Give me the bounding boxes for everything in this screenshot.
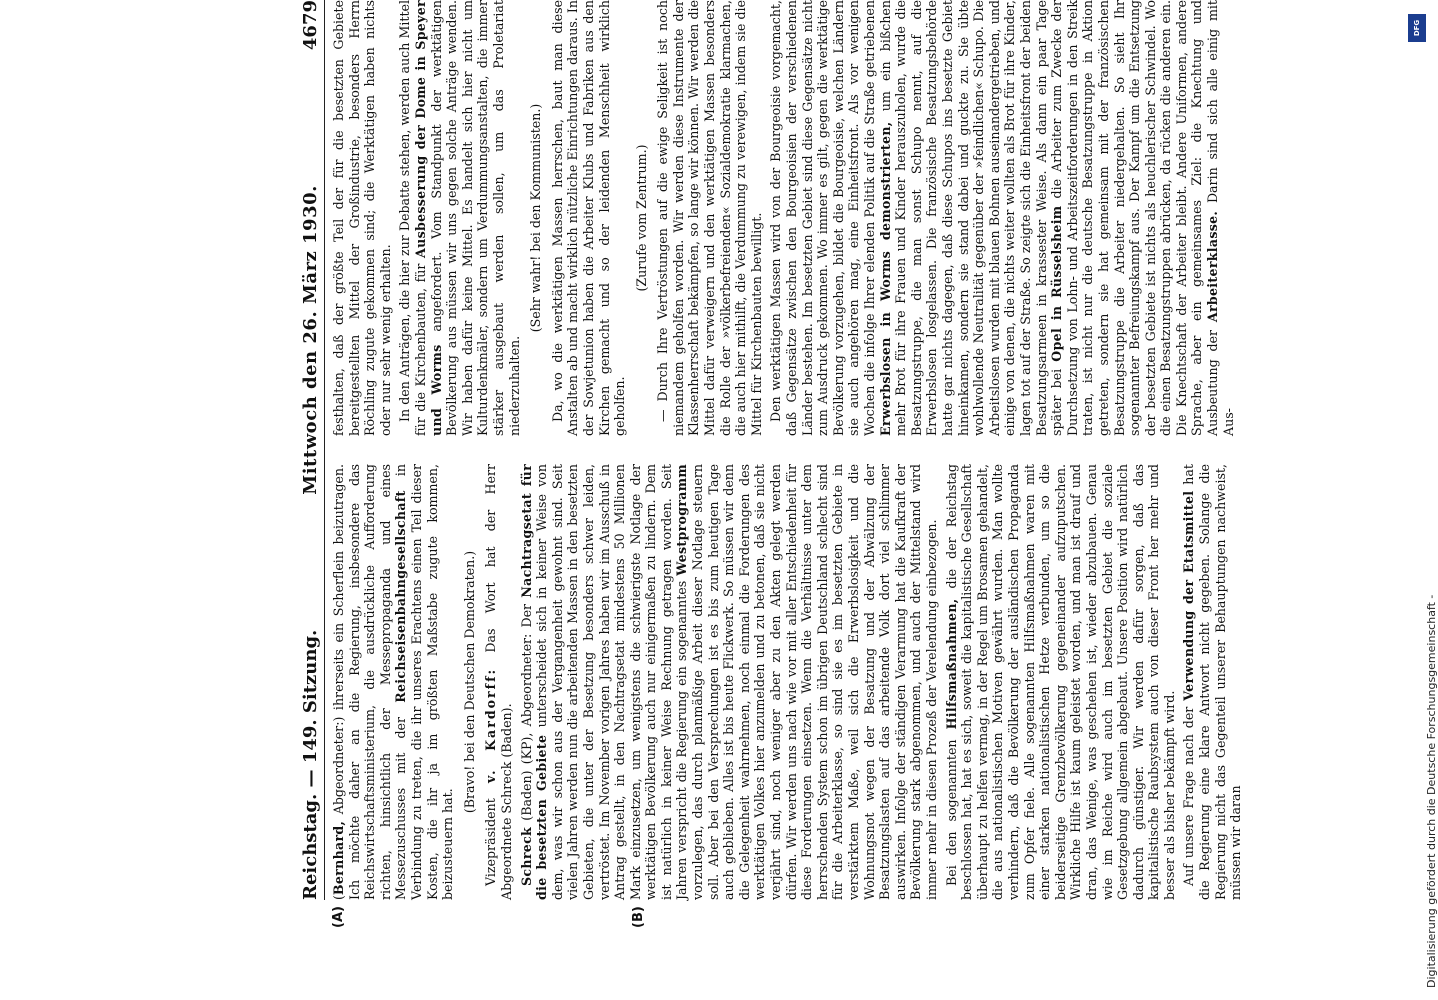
paragraph: [768, 0, 1236, 436]
dfg-logo-text: DFG: [1413, 19, 1421, 37]
paragraph-text: Das Wort hat der Herr Abgeordnete Schreck (Baden).: [483, 464, 514, 900]
emphasis: Westprogramm: [674, 464, 690, 576]
paragraph: [519, 464, 940, 900]
paragraph-text: hat die Regierung eine klare Antwort nicht gegeben. Solange die Regierung nicht das Gegenteil unserer Behauptungen nachweist, müssen wir daran: [1181, 464, 1244, 900]
emphasis: Hilfsmaßnahmen,: [943, 598, 959, 730]
paragraph-text: In den Anträgen, die hier zur Debatte stehen, werden auch Mittel für die Kirchenbauten, für: [397, 0, 428, 436]
left-column: [331, 463, 1248, 928]
paragraph: — Durch Ihre Vertröstungen auf die ewige Seligkeit ist noch niemandem geholfen worden. Wir werden diese Instrumente der Klassenherrschaft bekämpfen, so lange wir können. Wir werden die Mittel dafür verweigern und den werktätigen Massen besonders die Rolle der »völkerbefreienden« Sozialdemokratie klarmachen, die auch hier mithilft, die Verdummung zu verewigen, indem sie die Mittel für Kirchenbauten bewilligt.: [655, 0, 764, 436]
chair-name: v. Kardorff:: [483, 667, 499, 783]
emphasis: Ausbesserung der Dome in Speyer und Worms: [412, 0, 444, 436]
applause-note: (Bravo! bei den Deutschen Demokraten.): [461, 550, 477, 814]
emphasis: Opel in Rüsselsheim: [1049, 205, 1065, 362]
paragraph: [1181, 464, 1243, 900]
dfg-logo: [1408, 14, 1426, 42]
scanned-page: [297, 0, 1244, 928]
paragraph-text: angefordert. Vom Standpunkt der werktätigen Bevölkerung aus müssen wir uns gegen solche Anträge wenden. Wir haben dafür keine Mittel. Es handelt sich hier nicht um Kulturdenkmäler, sondern um Verdummungsanstalten, die immer stärker ausgebaut werden sollen, um das Proletariat niederzuhalten.: [428, 0, 522, 436]
speaker-role: Abgeordneter:: [331, 721, 346, 815]
paragraph-text: Darin sind sich alle einig mit Aus-: [1205, 0, 1236, 436]
emphasis: Arbeiterklasse.: [1205, 210, 1221, 323]
paragraph: [397, 0, 522, 436]
paragraph-text: Den werktätigen Massen wird von der Bourgeoisie vorgemacht, daß Gegensätze zwischen den Bourgeoisien der verschiedenen Länder bestehen. Im besetzten Gebiet sind diese Gegensätze nicht zum Ausdruck gekommen. Wo immer es gilt, gegen die werktätige Bevölkerung vorzugehen, bildet die Bourgeoisie, welchen Ländern sie auch angehören mag, eine Einheitsfront. Als vor wenigen Wochen die infolge Ihrer elenden Politik auf die Straße getriebenen: [768, 0, 877, 436]
attribution-text: Digitalisierung gefördert durch die Deutsche Forschungsgemeinschaft -: [1425, 594, 1438, 988]
paragraph-text: unterscheidet sich in keiner Weise von dem, was wir schon aus der Vergangenheit gewohnt sind. Seit vielen Jahren werden nun die arbeitenden Massen in den besetzten Gebieten, die unter der Besetzung besonders schwer leiden, vertröstet. Im November vorigen Jahres haben wir im Ausschuß in Antrag gestellt, in den Nachtragsetat mindestens 50 Millionen Mark einzusetzen, um wenigstens die schwierigste Notlage der werktätigen Bevölkerung auch nur einigermaßen zu lindern. Dem ist natürlich in keiner Weise Rechnung getragen worden. Seit Jahren verspricht die Regierung ein sogenanntes: [534, 464, 690, 900]
paragraph: [944, 464, 1178, 900]
paragraph-text: Bei den sogenannten: [943, 739, 959, 886]
right-column: [331, 0, 1248, 436]
speaker-name: Bernhard,: [331, 820, 346, 896]
paragraph-text: Auf unsere Frage nach der: [1181, 706, 1197, 886]
emphasis: Reichseisenbahngesellschaft: [393, 490, 409, 703]
text-columns: [331, 0, 1244, 928]
running-head: [297, 0, 325, 900]
running-head-date: Mittwoch den 26. März 1930.: [300, 185, 321, 495]
margin-mark-a: (A): [331, 906, 346, 928]
running-head-left: Reichstag. — 149. Sitzung.: [300, 629, 321, 900]
speaker-name: Schreck: [518, 826, 534, 886]
paragraph-text: um ein bißchen mehr Brot für ihre Frauen und Kinder herauszuholen, wurde die Besatzungstruppe, die man sonst Schupo nennt, auf die Erwerbslosen losgelassen. Die französische Besatzungsbehörde hatte gar nichts dagegen, daß diese Schupos ins besetzte Gebiet hineinkamen, sondern sie stand dabei und guckte zu. Sie übte wohlwollende Neutralität gegenüber der »feindlichen« Schupo. Die Arbeitslosen wurden mit blauen Bohnen auseinandergetrieben, und einige von denen, die nichts weiter wollten als Brot für ihre Kinder, lagen tot auf der Straße. So zeigte sich die Einheitsfront der beiden Besatzungsarmeen in krassester Weise. Als dann ein paar Tage später bei: [877, 0, 1065, 436]
paragraph: Da, wo die werktätigen Massen herrschen, baut man diese Anstalten ab und macht wirklich nützliche Einrichtungen daraus. In der Sowjetunion haben die Arbeiter Klubs und Fabriken aus den Kirchen gemacht und so der leidenden Menschheit wirklich geholfen.: [549, 0, 628, 436]
paragraph-text: die der Reichstag beschlossen hat, hat es sich, soweit die kapitalistische Gesellschaft überhaupt zu helfen vermag, in der Regel um Brosamen gehandelt, die aus nationalistischen Motiven gewährt wurden. Man wollte verhindern, daß die Bevölkerung der ausländischen Propaganda zum Opfer fiele. Alle sogenannten Hilfsmaßnahmen waren mit einer starken nationalistischen Hetze verbunden, um so die beiderseitige Grenzbevölkerung gegeneinander aufzuputschen. Wirkliche Hilfe ist kaum geleistet worden, und man ist drauf und dran, das Wenige, was geschehen ist, wieder abzubauen. Genau wie im Reiche wird auch im besetzten Gebiet die soziale Gesetzgebung allgemein abgebaut. Unsere Position wird natürlich dadurch günstiger. Wir werden dafür sorgen, daß das kapitalistische Raubsystem auch von dieser Front her mehr und besser als bisher bekämpft wird.: [943, 464, 1177, 900]
emphasis: Verwendung der Etatsmittel: [1181, 490, 1197, 701]
margin-mark-b: (B): [631, 906, 646, 928]
paragraph-text: vorzulegen, das durch planmäßige Arbeit dieser Notlage steuern soll. Aber bei den Versprechungen ist es bis zum heutigen Tage auch geblieben. Alles ist bis heute Flickwerk. So müssen wir denn die Gelegenheit wahrnehmen, noch einmal die Forderungen des werktätigen Volkes hier anzumelden und zu betonen, daß sie nicht verjährt sind, noch weniger aber zu den Akten gelegt werden dürfen. Wir werden uns nach wie vor mit aller Entschiedenheit für diese Forderungen einsetzen. Wenn die Verhältnisse unter dem herrschenden System schon im übrigen Deutschland schlecht sind für die Arbeiterklasse, so sind sie es im besetzten Gebiete in verstärktem Maße, weil sich die Erwerbslosigkeit und die Wohnungsnot wegen der Besatzung und der Abwälzung der Besatzungslasten auf das arbeitende Volk dort viel schlimmer auswirken. Infolge der ständigen Verarmung hat die Kaufkraft der Bevölkerung stark abgenommen, und auch der Mittelstand wird immer mehr in diesen Prozeß der Verelendung einbezogen.: [690, 464, 939, 900]
speaker-role: (Baden) (KP), Abgeordneter: Der: [518, 603, 534, 821]
interjection: (Zurufe vom Zentrum.): [633, 144, 649, 292]
interjection: (Sehr wahr! bei den Kommunisten.): [528, 103, 544, 333]
paragraph: festhalten, daß der größte Teil der für die besetzten Gebiete bereitgestellten Mittel der Großindustrie, besonders Herrn Röchling zugute gekommen sind; die Werktätigen haben nichts oder nur sehr wenig erhalten.: [331, 0, 393, 436]
paragraph: [483, 464, 514, 900]
paragraph-text: die Arbeiter zum Zwecke der Durchsetzung von Lohn- und Arbeitszeitforderungen in den Streik traten, ist nicht nur die deutsche Besatzungstruppe in Aktion getreten, sondern sie hat gemeinsam mit der französischen Besatzungstruppe die Arbeiter niedergehalten. So sieht Ihr sogenannter Befreiungskampf aus. Der Kampf um die Entsetzung der besetzten Gebiete ist nichts als heuchlerischer Schwindel. Wo die einen Besatzungstruppen abrücken, da rücken die anderen ein. Die Knechtschaft der Arbeiter bleibt. Andere Uniformen, andere Sprache, aber ein gemeinsames Ziel: die Knechtung und Ausbeutung der: [1049, 0, 1221, 436]
digitization-attribution: [1406, 8, 1438, 988]
paragraph-text: ihrerseits ein Scherflein beizutragen. Ich möchte daher an die Regierung, insbesondere das Reichswirtschaftsministerium, die ausdrückliche Aufforderung richten, hinsichtlich der Messepropaganda und eines Messezuschusses mit der: [331, 464, 409, 900]
paragraph-text: in Verbindung zu treten, die ihr unseres Erachtens einen Teil dieser Kosten, die ihr ja im größten Maßstabe zugute kommen, beizusteuern hat.: [393, 464, 456, 900]
emphasis: Erwerbslosen in Worms demonstrierten,: [877, 121, 893, 436]
emphasis: Nachtragsetat für die besetzten Gebiete: [518, 463, 550, 900]
paragraph: (Bernhard, Abgeordneter:) ihrerseits ein Scherflein beizutragen. Ich möchte daher an die Regierung, insbesondere das Reichswirtschaftsministerium, die ausdrückliche Aufforderung richten, hinsichtlich der Messepropaganda und eines Messezuschusses mit der Reichseisenbahngesellschaft in Verbindung zu treten, die ihr unseres Erachtens einen Teil dieser Kosten, die ihr ja im größten Maßstabe zugute kommen, beizusteuern hat.: [331, 464, 456, 900]
page-number: 4679: [300, 0, 321, 51]
chair-title: Vizepräsident: [483, 798, 499, 886]
